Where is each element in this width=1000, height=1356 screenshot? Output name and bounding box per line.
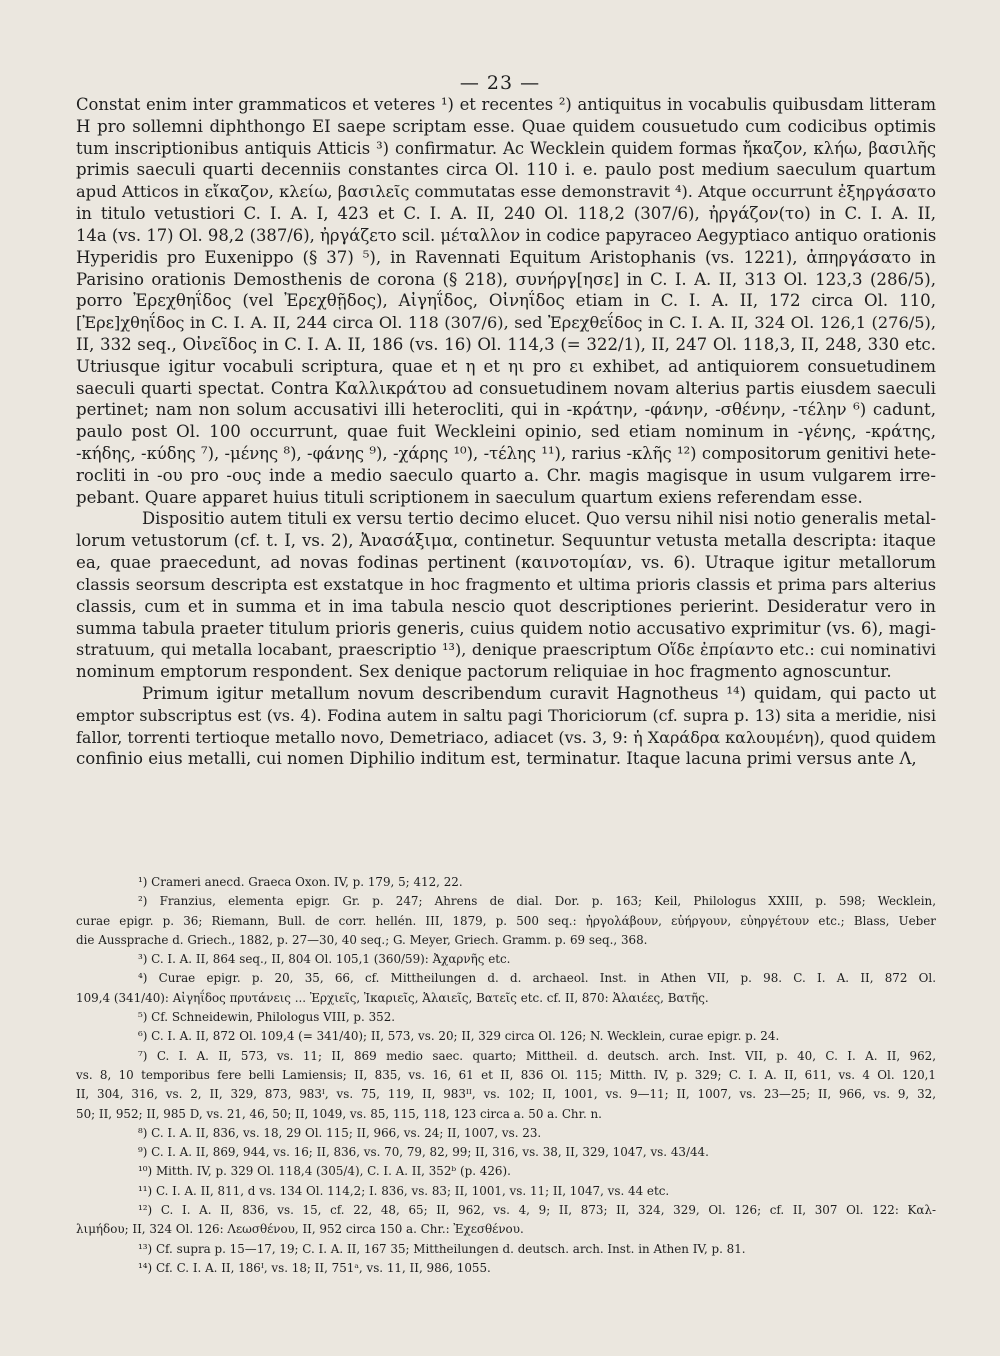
footnotes — [76, 873, 936, 1278]
footnote-line: ²) Franzius, elementa epigr. Gr. p. 247; Ahrens de dial. Dor. p. 163; Keil, Philologus XXIII, p. 598; Wecklein, — [138, 894, 936, 909]
text-line: [Ἐρε]χθηΐδος in C. I. A. II, 244 circa Ol. 118 (307/6), sed Ἐρεχθεΐδος in C. I. A. II, 324 Ol. 126,1 (276/5), — [76, 313, 936, 333]
text-line: summa tabula praeter titulum prioris generis, cuius quidem notio accusativo exprimitur (vs. 6), magi- — [76, 618, 936, 638]
text-line: H pro sollemni diphthongo EI saepe scriptam esse. Quae quidem cousuetudo cum codicibus optimis — [76, 116, 936, 136]
footnote-line: die Aussprache d. Griech., 1882, p. 27—30, 40 seq.; G. Meyer, Griech. Gramm. p. 69 seq., 368. — [76, 932, 648, 947]
text-line: pertinet; nam non solum accusativi illi heterocliti, qui in -κράτην, -φάνην, -σθένην, -τέλην ⁶) cadunt, — [76, 400, 936, 420]
text-line: Parisino orationis Demosthenis de corona (§ 218), συνήργ[ησε] in C. I. A. II, 313 Ol. 123,3 (286/5), — [76, 269, 936, 289]
text-line: apud Atticos in εἴκαζον, κλείω, βασιλεῖς commutatas esse demonstravit ⁴). Atque occurrunt ἐξηργάσατο — [76, 182, 936, 202]
footnote-line: ⁸) C. I. A. II, 836, vs. 18, 29 Ol. 115; II, 966, vs. 24; II, 1007, vs. 23. — [138, 1125, 542, 1140]
text-line: fallor, torrenti tertioque metallo novo, Demetriaco, adiacet (vs. 3, 9: ἡ Χαράδρα καλουμένη), quod quidem — [76, 727, 936, 747]
footnote-line: ¹⁴) Cf. C. I. A. II, 186ᴵ, vs. 18; II, 751ᵃ, vs. 11, II, 986, 1055. — [138, 1260, 491, 1275]
footnote-line: ¹²) C. I. A. II, 836, vs. 15, cf. 22, 48, 65; II, 962, vs. 4, 9; II, 873; II, 324, 329, Ol. 126; cf. II, 307 Ol. 122: Καλ- — [138, 1203, 936, 1218]
text-line: pebant. Quare apparet huius tituli scriptionem in saeculum quartum exiens referendam esse. — [76, 487, 863, 507]
text-line: 14a (vs. 17) Ol. 98,2 (387/6), ἠργάζετο scil. μέταλλον in codice papyraceo Aegyptiaco antiquo orationis — [76, 225, 936, 245]
text-line: Primum igitur metallum novum describendum curavit Hagnotheus ¹⁴) quidam, qui pacto ut — [142, 683, 936, 703]
text-line: paulo post Ol. 100 occurrunt, quae fuit Weckleini opinio, sed etiam nominum in -γένης, -κράτης, — [76, 422, 936, 442]
text-line: nominum emptorum respondent. Sex denique pactorum reliquiae in hoc fragmento agnoscuntur. — [76, 662, 892, 682]
text-line: Dispositio autem tituli ex versu tertio decimo elucet. Quo versu nihil nisi notio generalis metal- — [142, 509, 936, 529]
footnote-line: ¹³) Cf. supra p. 15—17, 19; C. I. A. II, 167 35; Mittheilungen d. deutsch. arch. Inst. in Athen IV, p. 81. — [138, 1241, 746, 1256]
text-line: Utriusque igitur vocabuli scriptura, quae et η et ηι pro ει exhibet, ad antiquiorem consuetudinem — [76, 356, 936, 376]
footnote-line: curae epigr. p. 36; Riemann, Bull. de corr. hellén. III, 1879, p. 500 seq.: ἠργολάβουν, εὐήργουν, εὐηργέτουν etc.; Blass, Ueber — [76, 913, 936, 928]
text-line: primis saeculi quarti decenniis constantes circa Ol. 110 i. e. paulo post medium saeculum quartum — [76, 160, 936, 180]
text-line: confinio eius metalli, cui nomen Diphilio inditum est, terminatur. Itaque lacuna primi versus ante Λ, — [76, 749, 917, 769]
text-line: stratuum, qui metalla locabant, praescriptio ¹³), denique praescriptum Οἵδε ἐπρίαντο etc.: cui nominativi — [76, 640, 936, 660]
footnote-line: 50; II, 952; II, 985 D, vs. 21, 46, 50; II, 1049, vs. 85, 115, 118, 123 circa a. 50 a. Chr. n. — [76, 1106, 602, 1121]
footnote-line: ¹⁰) Mitth. IV, p. 329 Ol. 118,4 (305/4), C. I. A. II, 352ᵇ (p. 426). — [138, 1164, 511, 1179]
text-line: classis seorsum descripta est exstatque in hoc fragmento et ultima prioris classis et prima pars alterius — [76, 574, 936, 594]
footnote-line: 109,4 (341/40): Αἰγηΐδος πρυτάνεις ... Ἐρχιεῖς, Ἰκαριεῖς, Ἁλαιεῖς, Βατεῖς etc. cf. II, 870: Ἁλαιέες, Βατῆς. — [76, 990, 709, 1005]
footnote-line: ⁹) C. I. A. II, 869, 944, vs. 16; II, 836, vs. 70, 79, 82, 99; II, 316, vs. 38, II, 329, 1047, vs. 43/44. — [138, 1145, 709, 1160]
text-line: lorum vetustorum (cf. t. I, vs. 2), Ἀνασάξιμα, continetur. Sequuntur vetusta metalla descripta: itaque — [76, 531, 936, 551]
text-line: porro Ἐρεχθηΐδος (vel Ἐρεχθῇδος), Αἰγηΐδος, Οἰνηΐδος etiam in C. I. A. II, 172 circa Ol. 110, — [76, 291, 936, 311]
footnote-line: II, 304, 316, vs. 2, II, 329, 873, 983ᴵ, vs. 75, 119, II, 983ᴵᴵ, vs. 102; II, 1001, vs. 9—11; II, 1007, vs. 23—25; II, 966, vs. 9, 32, — [76, 1087, 936, 1102]
footnote-line: ¹) Crameri anecd. Graeca Oxon. IV, p. 179, 5; 412, 22. — [138, 875, 463, 889]
text-line: Constat enim inter grammaticos et veteres ¹) et recentes ²) antiquitus in vocabulis quibusdam litteram — [76, 95, 936, 114]
footnote-line: λιμήδου; II, 324 Ol. 126: Λεωσθένου, II, 952 circa 150 a. Chr.: Ἐχεσθένου. — [76, 1222, 524, 1237]
text-line: rocliti in -ου pro -ους inde a medio saeculo quarto a. Chr. magis magisque in usum vulgarem irre- — [76, 465, 936, 485]
footnote-line: ⁶) C. I. A. II, 872 Ol. 109,4 (= 341/40); II, 573, vs. 20; II, 329 circa Ol. 126; N. Wecklein, curae epigr. p. 24. — [138, 1029, 780, 1044]
text-line: tum inscriptionibus antiquis Atticis ³) confirmatur. Ac Wecklein quidem formas ἤκαζον, κλήω, βασιλῆς — [76, 138, 936, 158]
text-line: ea, quae praecedunt, ad novas fodinas pertinent (καινοτομίαν, vs. 6). Utraque igitur metallorum — [76, 553, 936, 573]
footnote-line: ⁵) Cf. Schneidewin, Philologus VIII, p. 352. — [138, 1010, 396, 1025]
text-line: saeculi quarti spectat. Contra Καλλικράτου ad consuetudinem novam alterius partis eiusdem saeculi — [76, 378, 936, 398]
text-line: Hyperidis pro Euxenippo (§ 37) ⁵), in Ravennati Equitum Aristophanis (vs. 1221), ἀπηργάσατο in — [76, 247, 936, 267]
main-text — [76, 94, 936, 770]
text-line: -κήδης, -κύδης ⁷), -μένης ⁸), -φάνης ⁹), -χάρης ¹⁰), -τέλης ¹¹), rarius -κλῆς ¹²) compositorum genitivi hete- — [76, 444, 936, 463]
footnote-line: ¹¹) C. I. A. II, 811, d vs. 134 Ol. 114,2; I. 836, vs. 83; II, 1001, vs. 11; II, 1047, vs. 44 etc. — [138, 1183, 670, 1198]
text-line: emptor subscriptus est (vs. 4). Fodina autem in saltu pagi Thoriciorum (cf. supra p. 13) sita a meridie, nisi — [76, 705, 936, 725]
text-line: in titulo vetustiori C. I. A. I, 423 et C. I. A. II, 240 Ol. 118,2 (307/6), ἠργάζον(το) in C. I. A. II, — [76, 204, 936, 224]
footnote-line: vs. 8, 10 temporibus fere belli Lamiensis; II, 835, vs. 16, 61 et II, 836 Ol. 115; Mitth. IV, p. 329; C. I. A. II, 611, vs. 4 Ol. 120,1 — [76, 1067, 936, 1082]
footnote-line: ⁴) Curae epigr. p. 20, 35, 66, cf. Mittheilungen d. d. archaeol. Inst. in Athen VII, p. 98. C. I. A. II, 872 Ol. — [138, 971, 936, 986]
text-line: classis, cum et in summa et in ima tabula nescio quot descriptiones perierint. Desideratur vero in — [76, 596, 936, 616]
footnote-line: ³) C. I. A. II, 864 seq., II, 804 Ol. 105,1 (360/59): Ἀχαρνῆς etc. — [138, 952, 511, 967]
page-number: — 23 — — [459, 72, 541, 94]
text-line: II, 332 seq., Οἰνεῖδος in C. I. A. II, 186 (vs. 16) Ol. 114,3 (= 322/1), II, 247 Ol. 118,3, II, 248, 330 etc. — [76, 334, 936, 354]
footnote-line: ⁷) C. I. A. II, 573, vs. 11; II, 869 medio saec. quarto; Mittheil. d. deutsch. arch. Inst. VII, p. 40, C. I. A. II, 962, — [138, 1048, 936, 1063]
